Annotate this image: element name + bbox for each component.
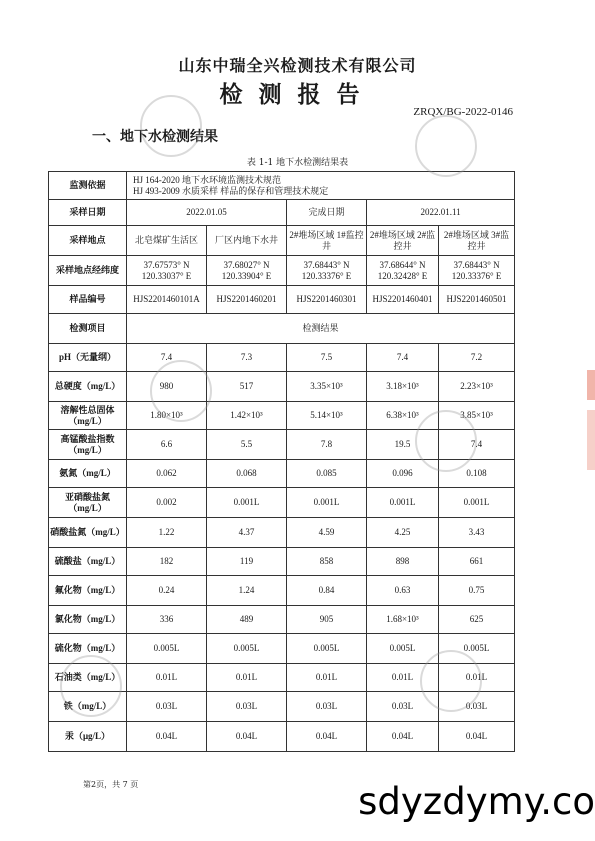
- sample-id-row: [49, 286, 515, 314]
- longitude: 120.33376° E: [451, 270, 502, 281]
- location-cell: 北皂煤矿生活区: [127, 226, 207, 256]
- result-value: 0.096: [367, 460, 439, 488]
- result-value: 3.35×10³: [287, 372, 367, 402]
- basis-line-1: HJ 164-2020 地下水环境监测技术规范: [133, 174, 281, 185]
- result-value: 1.68×10³: [367, 606, 439, 634]
- result-value: 898: [367, 548, 439, 576]
- longitude: 120.33037° E: [141, 270, 192, 281]
- result-value: 4.37: [207, 518, 287, 548]
- sample-id-cell: HJS2201460101A: [127, 286, 207, 314]
- result-value: 0.002: [127, 488, 207, 518]
- result-row: [49, 548, 515, 576]
- seal-stamp-icon: [420, 650, 482, 712]
- result-value: 0.04L: [287, 722, 367, 752]
- result-value: 0.01L: [439, 664, 515, 692]
- sample-date: 2022.01.05: [127, 200, 287, 226]
- result-value: 858: [287, 548, 367, 576]
- result-value: 0.03L: [439, 692, 515, 722]
- parameter-name: 氯化物（mg/L）: [49, 606, 127, 634]
- result-value: 3.43: [439, 518, 515, 548]
- item-header-row: [49, 314, 515, 344]
- latitude: 37.67573° N: [143, 259, 190, 270]
- red-seal-edge: [587, 410, 595, 470]
- table-caption: 表 1-1 地下水检测结果表: [246, 158, 349, 168]
- result-value: 4.59: [287, 518, 367, 548]
- longitude: 120.32428° E: [377, 270, 428, 281]
- sample-no-label: 样品编号: [49, 286, 127, 314]
- result-value: 0.01L: [127, 664, 207, 692]
- company-name: 山东中瑞全兴检测技术有限公司: [178, 56, 417, 75]
- location-label: 采样地点: [49, 226, 127, 256]
- complete-date-label: 完成日期: [287, 200, 367, 226]
- result-value: 0.005L: [439, 634, 515, 664]
- result-value: 5.5: [207, 430, 287, 460]
- seal-stamp-icon: [60, 655, 122, 717]
- result-value: 0.001L: [207, 488, 287, 518]
- location-row: [49, 226, 515, 256]
- result-row: [49, 372, 515, 402]
- parameter-name: 硫酸盐（mg/L）: [49, 548, 127, 576]
- longitude: 120.33376° E: [301, 270, 352, 281]
- seal-stamp-icon: [415, 410, 477, 472]
- coordinate-cell: [439, 256, 515, 286]
- result-value: 0.03L: [127, 692, 207, 722]
- result-value: 6.6: [127, 430, 207, 460]
- result-value: 905: [287, 606, 367, 634]
- result-value: 517: [207, 372, 287, 402]
- result-value: 0.005L: [207, 634, 287, 664]
- result-value: 0.062: [127, 460, 207, 488]
- result-value: 0.03L: [207, 692, 287, 722]
- result-value: 0.001L: [439, 488, 515, 518]
- result-row: [49, 606, 515, 634]
- latitude: 37.68027° N: [223, 259, 270, 270]
- result-value: 182: [127, 548, 207, 576]
- result-value: 0.03L: [287, 692, 367, 722]
- result-value: 5.14×10³: [287, 402, 367, 430]
- result-value: 625: [439, 606, 515, 634]
- result-value: 7.4: [127, 344, 207, 372]
- location-cell: 厂区内地下水井: [207, 226, 287, 256]
- result-value: 6.38×10³: [367, 402, 439, 430]
- location-cell: 2#堆场区域 2#监控井: [367, 226, 439, 256]
- result-value: 0.01L: [207, 664, 287, 692]
- result-row: [49, 488, 515, 518]
- result-value: 661: [439, 548, 515, 576]
- result-value: 1.24: [207, 576, 287, 606]
- seal-stamp-icon: [415, 115, 477, 177]
- result-value: 3.85×10³: [439, 402, 515, 430]
- parameter-name: 石油类（mg/L）: [49, 664, 127, 692]
- parameter-name: 硫化物（mg/L）: [49, 634, 127, 664]
- sample-id-cell: HJS2201460201: [207, 286, 287, 314]
- location-cell: 2#堆场区域 3#监控井: [439, 226, 515, 256]
- coordinate-cell: [207, 256, 287, 286]
- parameter-name: 氨氮（mg/L）: [49, 460, 127, 488]
- longitude: 120.33904° E: [221, 270, 272, 281]
- result-value: 1.80×10³: [127, 402, 207, 430]
- result-row: [49, 576, 515, 606]
- website-watermark: sdyzdymy.co: [352, 780, 595, 823]
- parameter-name: 溶解性总固体（mg/L）: [49, 402, 127, 430]
- parameter-name: 总硬度（mg/L）: [49, 372, 127, 402]
- coordinate-cell: [287, 256, 367, 286]
- coordinate-cell: [127, 256, 207, 286]
- result-value: 7.5: [287, 344, 367, 372]
- result-value: 7.2: [439, 344, 515, 372]
- result-row: [49, 344, 515, 372]
- sample-id-cell: HJS2201460501: [439, 286, 515, 314]
- page-footer: 第2页，共 7 页: [83, 780, 139, 789]
- result-row: [49, 722, 515, 752]
- sample-id-cell: HJS2201460401: [367, 286, 439, 314]
- result-row: [49, 518, 515, 548]
- red-seal-edge: [587, 370, 595, 400]
- result-value: 0.75: [439, 576, 515, 606]
- result-value: 0.04L: [127, 722, 207, 752]
- result-value: 0.108: [439, 460, 515, 488]
- lonlat-label: 采样地点经纬度: [49, 256, 127, 286]
- result-value: 1.22: [127, 518, 207, 548]
- parameter-name: pH（无量纲）: [49, 344, 127, 372]
- complete-date: 2022.01.11: [367, 200, 515, 226]
- result-value: 0.005L: [127, 634, 207, 664]
- result-value: 0.24: [127, 576, 207, 606]
- latitude: 37.68443° N: [303, 259, 350, 270]
- result-value: 0.001L: [367, 488, 439, 518]
- result-value: 0.03L: [367, 692, 439, 722]
- parameter-name: 氟化物（mg/L）: [49, 576, 127, 606]
- basis-label: 监测依据: [49, 172, 127, 200]
- result-value: 0.04L: [207, 722, 287, 752]
- result-value: 7.8: [287, 430, 367, 460]
- result-value: 980: [127, 372, 207, 402]
- result-value: 2.23×10³: [439, 372, 515, 402]
- report-number: ZRQX/BG-2022-0146: [413, 106, 513, 118]
- result-value: 0.63: [367, 576, 439, 606]
- item-label: 检测项目: [49, 314, 127, 344]
- parameter-name: 硝酸盐氮（mg/L）: [49, 518, 127, 548]
- sample-date-label: 采样日期: [49, 200, 127, 226]
- report-title: 检测报告: [219, 81, 376, 108]
- sample-id-cell: HJS2201460301: [287, 286, 367, 314]
- seal-stamp-icon: [150, 360, 212, 422]
- result-value: 0.01L: [367, 664, 439, 692]
- result-value: 0.085: [287, 460, 367, 488]
- result-value: 489: [207, 606, 287, 634]
- result-value: 0.001L: [287, 488, 367, 518]
- coordinate-cell: [367, 256, 439, 286]
- latitude: 37.68644° N: [379, 259, 426, 270]
- result-value: 4.25: [367, 518, 439, 548]
- seal-stamp-icon: [140, 95, 202, 157]
- result-label: 检测结果: [127, 314, 515, 344]
- result-value: 119: [207, 548, 287, 576]
- basis-line-2: HJ 493-2009 水质采样 样品的保存和管理技术规定: [133, 185, 329, 196]
- location-cell: 2#堆场区域 1#监控井: [287, 226, 367, 256]
- parameter-name: 铁（mg/L）: [49, 692, 127, 722]
- result-value: 19.5: [367, 430, 439, 460]
- result-value: 0.01L: [287, 664, 367, 692]
- result-value: 336: [127, 606, 207, 634]
- result-value: 7.3: [207, 344, 287, 372]
- result-value: 3.18×10³: [367, 372, 439, 402]
- result-value: 0.005L: [367, 634, 439, 664]
- section-title: 一、地下水检测结果: [92, 129, 218, 145]
- parameter-name: 汞（μg/L）: [49, 722, 127, 752]
- parameter-name: 亚硝酸盐氮（mg/L）: [49, 488, 127, 518]
- result-value: 0.068: [207, 460, 287, 488]
- parameter-name: 高锰酸盐指数（mg/L）: [49, 430, 127, 460]
- coordinate-row: [49, 256, 515, 286]
- result-value: 0.84: [287, 576, 367, 606]
- date-row: [49, 200, 515, 226]
- result-value: 7.4: [367, 344, 439, 372]
- basis-value: [127, 172, 515, 200]
- result-value: 0.005L: [287, 634, 367, 664]
- result-value: 1.42×10³: [207, 402, 287, 430]
- result-value: 0.04L: [439, 722, 515, 752]
- result-value: 0.04L: [367, 722, 439, 752]
- latitude: 37.68443° N: [453, 259, 500, 270]
- result-value: 7.4: [439, 430, 515, 460]
